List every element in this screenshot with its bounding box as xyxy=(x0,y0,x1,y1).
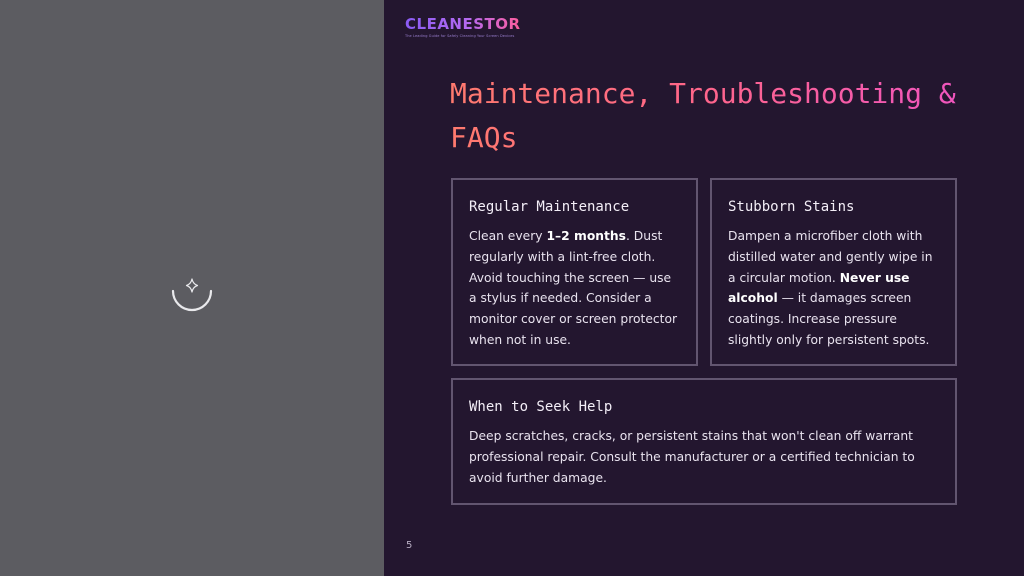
highlight-text: 1–2 months xyxy=(546,229,626,243)
card-seek-help xyxy=(451,378,957,505)
sparkle-loading-icon xyxy=(169,270,215,316)
page-number: 5 xyxy=(406,540,413,551)
brand-logo xyxy=(405,15,521,39)
card-title: Stubborn Stains xyxy=(728,199,855,215)
image-placeholder-panel xyxy=(0,0,384,576)
logo-text: CLEANESTOR xyxy=(405,15,521,33)
warning-text: Never use alcohol xyxy=(728,270,910,306)
card-title: Regular Maintenance xyxy=(469,199,630,215)
card-stubborn-stains xyxy=(710,178,957,366)
card-body: Clean every 1–2 months. Dust regularly with a lint-free cloth. Avoid touching the screen — use a stylus if needed. Consider a monitor cover or screen protector when not in use. xyxy=(469,229,678,347)
card-body: Dampen a microfiber cloth with distilled water and gently wipe in a circular motion. Never use alcohol — it damages screen coatings. Increase pressure slightly only for persistent spots. xyxy=(728,229,933,347)
content-panel xyxy=(384,0,1024,576)
card-title: When to Seek Help xyxy=(469,399,613,415)
card-body: Deep scratches, cracks, or persistent stains that won't clean off warrant professional repair. Consult the manufacturer or a certified technician to avoid further damage. xyxy=(469,429,915,485)
logo-tagline: The Leading Guide for Safely Cleaning Your Screen Devices xyxy=(405,34,515,38)
slide-title: Maintenance, Troubleshooting & FAQs xyxy=(450,72,990,160)
card-regular-maintenance xyxy=(451,178,698,366)
